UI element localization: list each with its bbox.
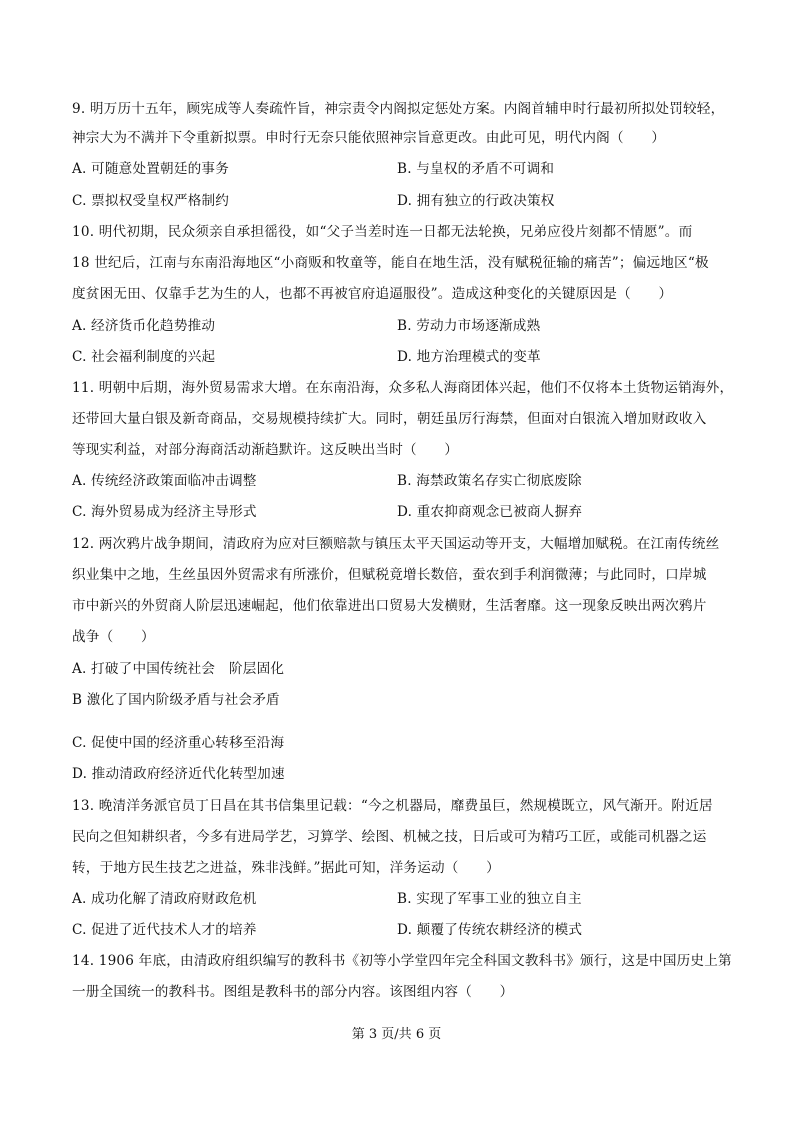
q12-option-a[interactable]: A. 打破了中国传统社会 阶层固化 (72, 661, 285, 677)
q11-option-c[interactable]: C. 海外贸易成为经济主导形式 (72, 504, 257, 520)
q10-option-b[interactable]: B. 劳动力市场逐渐成熟 (397, 318, 541, 334)
q10-stem-line-1: 10. 明代初期，民众须亲自承担徭役，如“父子当差时连一日都无法轮换，兄弟应役片刻都不情愿”。而 (72, 224, 693, 240)
q13-option-d[interactable]: D. 颠覆了传统农耕经济的模式 (397, 922, 583, 938)
q13-option-a[interactable]: A. 成功化解了清政府财政危机 (72, 891, 257, 907)
q12-stem-line-3: 市中新兴的外贸商人阶层迅速崛起，他们依靠进出口贸易大发横财，生活奢靡。这一现象反映出两次鸦片 (72, 598, 707, 614)
q13-stem-line-2: 民向之但知耕织者，今多有进局学艺，习算学、绘图、机械之技，日后或可为精巧工匠，或能司机器之运 (72, 829, 707, 845)
q11-option-b[interactable]: B. 海禁政策名存实亡彻底废除 (397, 473, 582, 489)
q11-option-a[interactable]: A. 传统经济政策面临冲击调整 (72, 473, 257, 489)
q14-stem-line-2: 一册全国统一的教科书。图组是教科书的部分内容。该图组内容（ ） (72, 984, 514, 1000)
q13-stem-line-1: 13. 晚清洋务派官员丁日昌在其书信集里记载：“今之机器局，靡费虽巨，然规模既立，风气渐开。附近居 (72, 798, 713, 814)
q13-option-b[interactable]: B. 实现了军事工业的独立自主 (397, 891, 582, 907)
q12-option-b[interactable]: B 激化了国内阶级矛盾与社会矛盾 (72, 692, 280, 708)
q12-stem-line-2: 织业集中之地，生丝虽因外贸需求有所涨价，但赋税竟增长数倍，蚕农到手利润微薄；与此同时，口岸城 (72, 567, 707, 583)
q9-stem-line-2: 神宗大为不满并下令重新拟票。申时行无奈只能依照神宗旨意更改。由此可见，明代内阁（ ） (72, 130, 666, 146)
q11-option-d[interactable]: D. 重农抑商观念已被商人摒弃 (397, 504, 583, 520)
q9-option-c[interactable]: C. 票拟权受皇权严格制约 (72, 193, 230, 209)
q9-option-a[interactable]: A. 可随意处置朝廷的事务 (72, 161, 229, 177)
q11-stem-line-1: 11. 明朝中后期，海外贸易需求大增。在东南沿海，众多私人海商团体兴起，他们不仅将本土货物运销海外， (72, 380, 734, 396)
page-number: 第 3 页/共 6 页 (351, 1027, 442, 1042)
q12-option-d[interactable]: D. 推动清政府经济近代化转型加速 (72, 766, 285, 782)
q9-stem-line-1: 9. 明万历十五年，顾宪成等人奏疏忤旨，神宗责令内阁拟定惩处方案。内阁首辅申时行最初所拟处罚较轻， (72, 101, 725, 117)
q9-option-b[interactable]: B. 与皇权的矛盾不可调和 (397, 161, 555, 177)
q10-stem-line-2: 18 世纪后，江南与东南沿海地区“小商贩和牧童等，能自在地生活，没有赋税征输的痛苦”；偏远地区“极 (72, 255, 709, 271)
q12-stem-line-4: 战争（ ） (72, 629, 155, 645)
q10-stem-line-3: 度贫困无田、仅靠手艺为生的人，也都不再被官府追逼服役”。造成这种变化的关键原因是（ ） (72, 286, 673, 302)
q11-stem-line-2: 还带回大量白银及新奇商品，交易规模持续扩大。同时，朝廷虽厉行海禁，但面对白银流入增加财政收入 (72, 411, 707, 427)
q12-stem-line-1: 12. 两次鸦片战争期间，清政府为应对巨额赔款与镇压太平天国运动等开支，大幅增加赋税。在江南传统丝 (72, 536, 720, 552)
q10-option-d[interactable]: D. 地方治理模式的变革 (397, 349, 541, 365)
q13-stem-line-3: 转，于地方民生技艺之进益，殊非浅鲜。”据此可知，洋务运动（ ） (72, 860, 500, 876)
q12-option-c[interactable]: C. 促使中国的经济重心转移至沿海 (72, 735, 285, 751)
q11-stem-line-3: 等现实利益，对部分海商活动渐趋默许。这反映出当时（ ） (72, 442, 459, 458)
q10-option-c[interactable]: C. 社会福利制度的兴起 (72, 349, 216, 365)
q9-option-d[interactable]: D. 拥有独立的行政决策权 (397, 193, 555, 209)
q14-stem-line-1: 14. 1906 年底，由清政府组织编写的教科书《初等小学堂四年完全科国文教科书》颁行，这是中国历史上第 (72, 953, 732, 969)
q10-option-a[interactable]: A. 经济货币化趋势推动 (72, 318, 216, 334)
q13-option-c[interactable]: C. 促进了近代技术人才的培养 (72, 922, 257, 938)
